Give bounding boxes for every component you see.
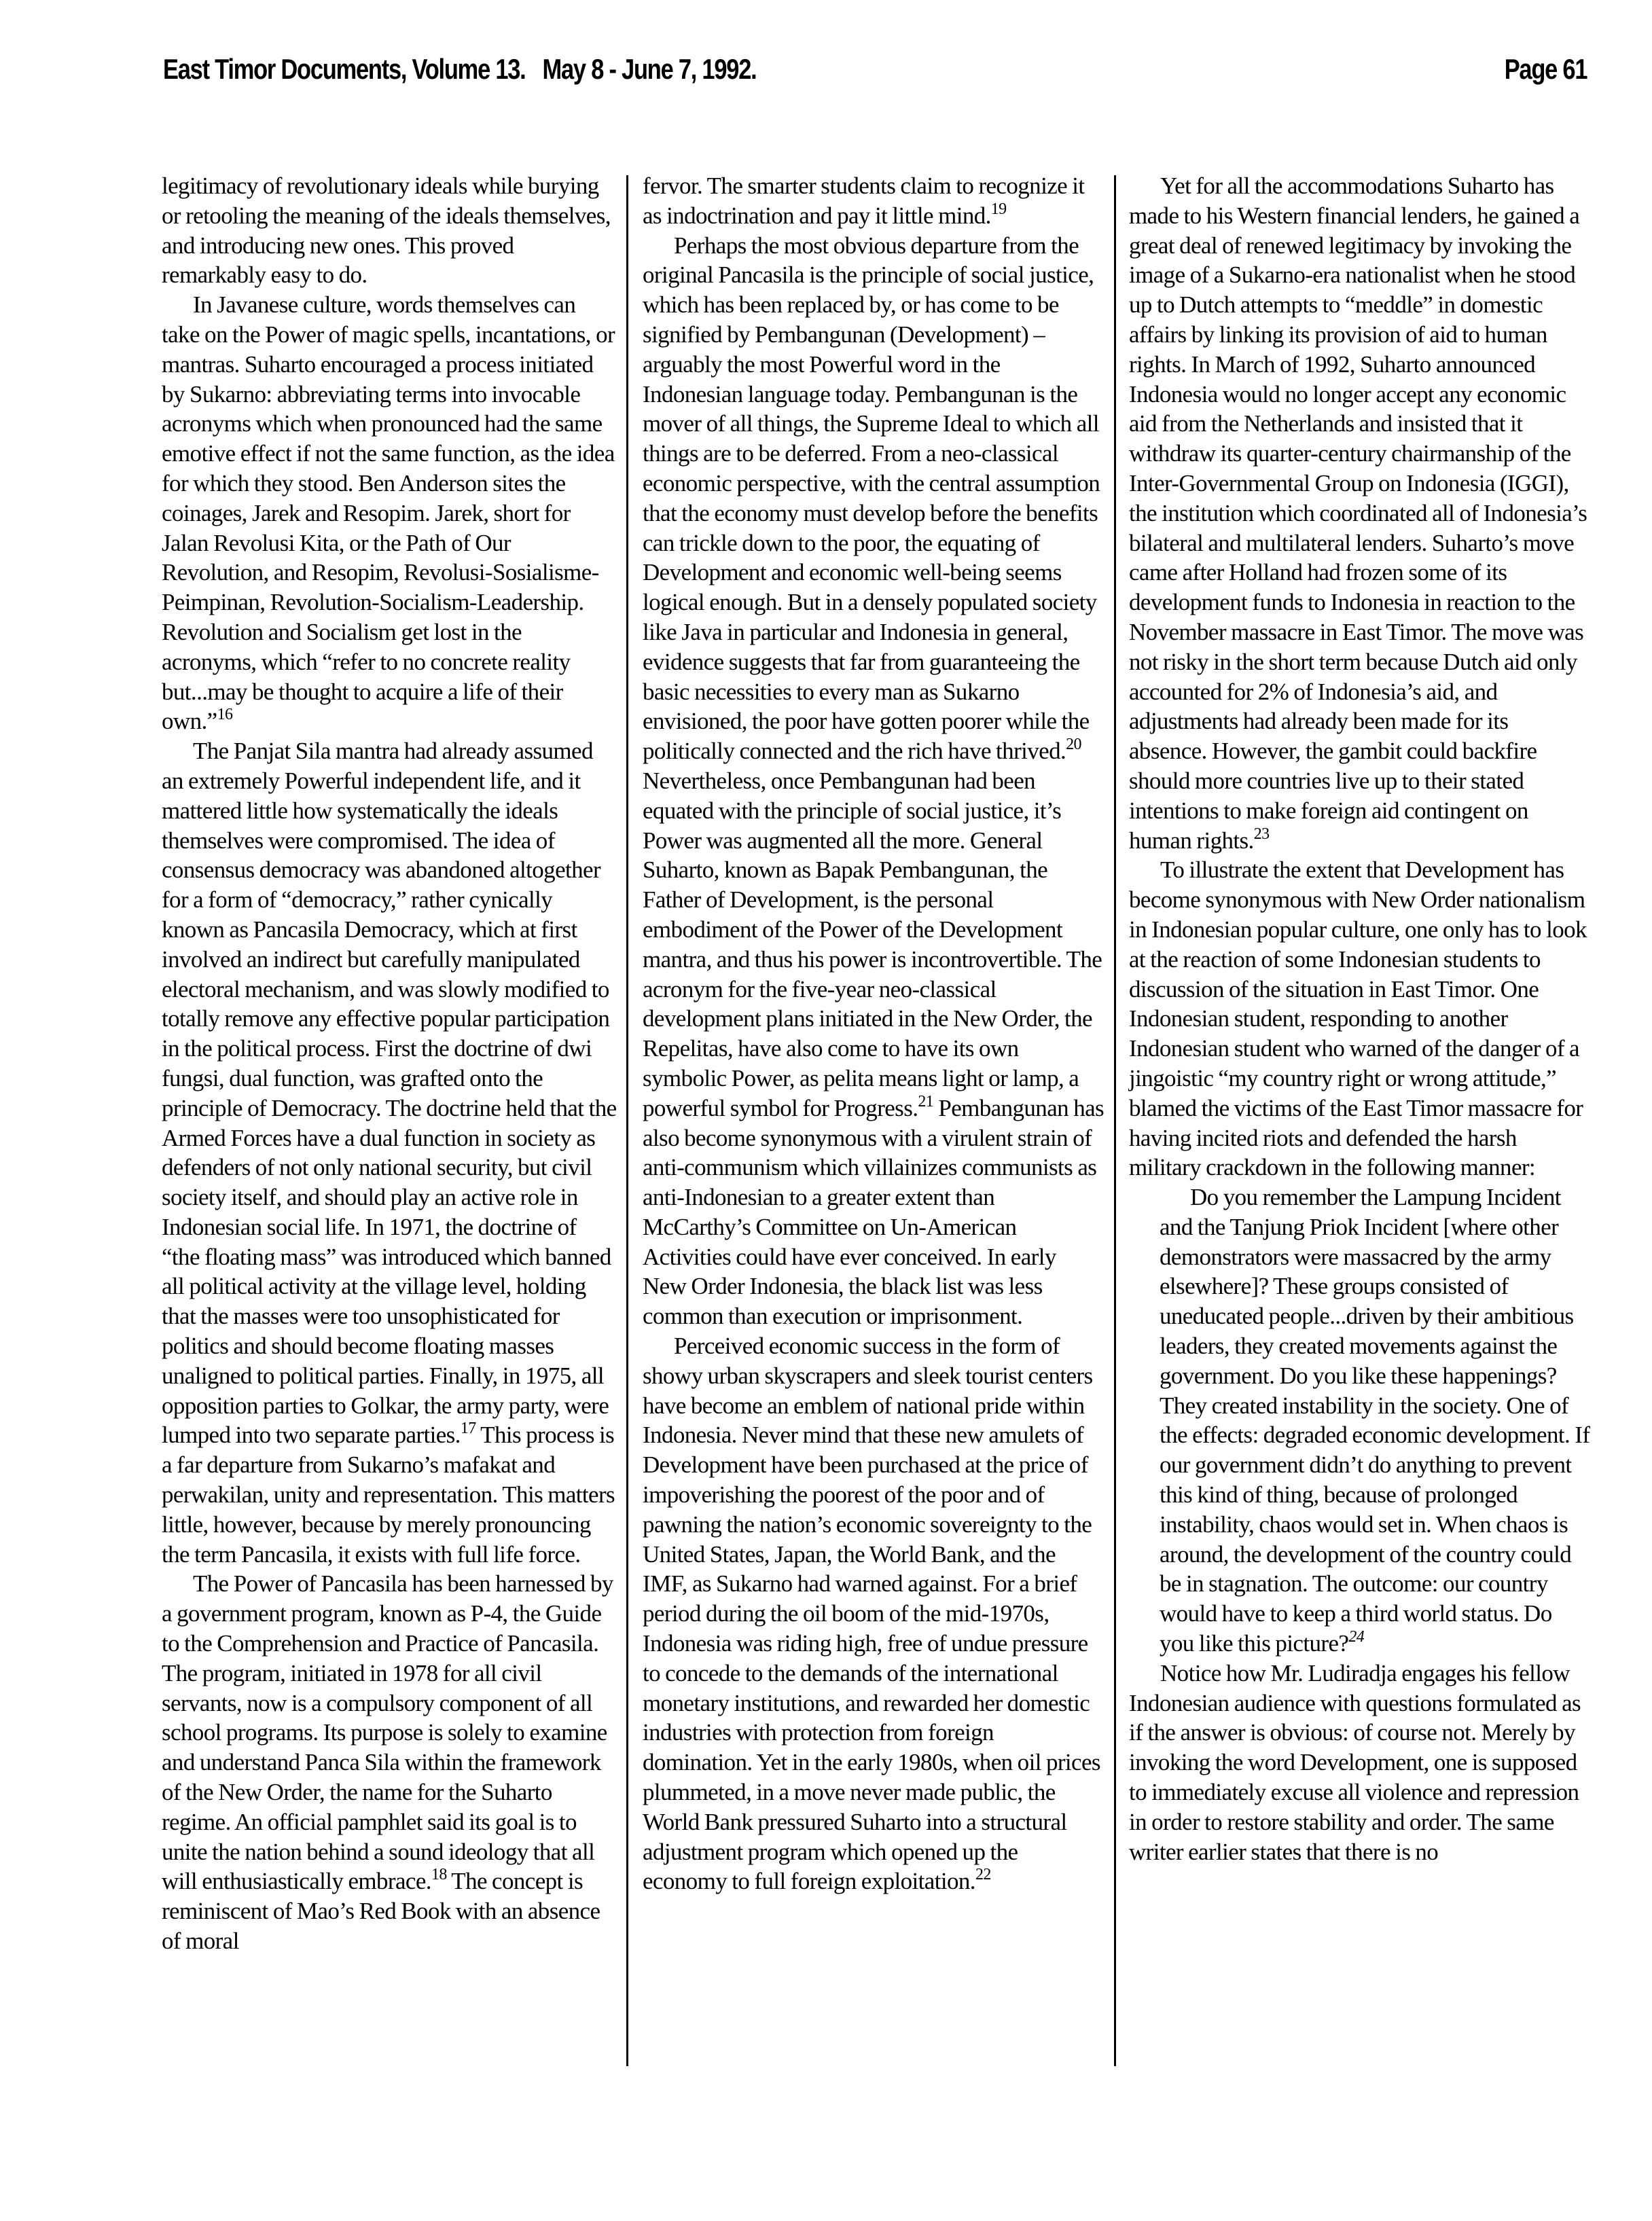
footnote-ref: 22 [975, 1866, 991, 1884]
date-range: May 8 - June 7, 1992. [542, 53, 757, 85]
paragraph [643, 171, 1105, 231]
footnote-ref: 20 [1066, 736, 1081, 754]
paragraph-text: Pembangunan has also become synonymous with a virulent strain of anti-communism which villainizes communists as anti-Indonesian to a greater extent than McCarthy’s Committee on Un-American Activities could have ever conceived. In early New Order Indonesia, the black list was less common than execution or imprisonment. [643, 1094, 1105, 1330]
block-quote [1160, 1182, 1591, 1659]
paragraph-text: Do you remember the Lampung Incident and the Tanjung Priok Incident [where other demonstrators were massacred by the army elsewhere]? These groups consisted of uneducated people...driven by their ambitious leaders, they created movements against the government. Do you like these happenings? They created instability in the society. One of the effects: degraded economic development. If our government didn’t do anything to prevent this kind of thing, because of prolonged instability, chaos would set in. When chaos is around, the development of the country could be in stagnation. The outcome: our country would have to keep a third world status. Do you like this picture? [1160, 1184, 1590, 1657]
paragraph [1129, 171, 1591, 855]
footnote-ref: 24 [1348, 1628, 1365, 1646]
paragraph-text: legitimacy of revolutionary ideals while burying or retooling the meaning of the ideals themselves, and introducing new ones. This proved remarkably easy to do. [162, 173, 611, 289]
paragraph-text: The Panjat Sila mantra had already assumed an extremely Powerful independent life, and it mattered little how systematically the ideals themselves were compromised. The idea of consensus democracy was abandoned altogether for a form of “democracy,” rather cynically known as Pancasila Democracy, which at first involved an indirect but carefully manipulated electoral mechanism, and was slowly modified to totally remove any effective popular participation in the political process. First the doctrine of dwi fungsi, dual function, was grafted onto the principle of Democracy. The doctrine held that the Armed Forces have a dual function in society as defenders of not only national security, but civil society itself, and should play an active role in Indonesian social life. In 1971, the doctrine of “the floating mass” was introduced which banned all political activity at the village level, holding that the masses were too unsophisticated for politics and should become floating masses unaligned to political parties. Finally, in 1975, all opposition parties to Golkar, the army party, were lumped into two separate parties. [162, 738, 617, 1449]
paragraph-text: The Power of Pancasila has been harnessed by a government program, known as P-4, the Guide to the Comprehension and Practice of Pancasila. The program, initiated in 1978 for all civil servants, now is a compulsory component of all school programs. Its purpose is solely to examine and understand Panca Sila within the framework of the New Order, the name for the Suharto regime. An official pamphlet said its goal is to unite the nation behind a sound ideology that all will enthusiastically embrace. [162, 1570, 613, 1895]
paragraph [1129, 855, 1591, 1182]
paragraph [162, 1569, 618, 1955]
paragraph-text: The concept is reminiscent of Mao’s Red Book with an absence of moral [162, 1868, 600, 1955]
paragraph-text: fervor. The smarter students claim to recognize it as indoctrination and pay it little mind. [643, 173, 1085, 229]
paragraph-text: To illustrate the extent that Development has become synonymous with New Order nationalism in Indonesian popular culture, one only has to look at the reaction of some Indonesian students to discussion of the situation in East Timor. One Indonesian student, responding to another Indonesian student who warned of the danger of a jingoistic “my country right or wrong attitude,” blamed the victims of the East Timor massacre for having incited riots and defended the harsh military crackdown in the following manner: [1129, 856, 1587, 1181]
page-header [163, 53, 1587, 94]
paragraph-text: Nevertheless, once Pembangunan had been equated with the principle of social justice, it’s Power was augmented all the more. General Suharto, known as Bapak Pembangunan, the Father of Development, is the personal embodiment of the Power of the Development mantra, and thus his power is incontrovertible. The acronym for the five-year neo-classical development plans initiated in the New Order, the Repelitas, have also come to have its own symbolic Power, as pelita means light or lamp, a powerful symbol for Progress. [643, 767, 1102, 1121]
footnote-ref: 21 [918, 1092, 934, 1110]
footnote-ref: 19 [990, 200, 1007, 218]
header-title [163, 53, 756, 86]
footnote-ref: 18 [431, 1866, 447, 1884]
footnote-ref: 17 [460, 1420, 476, 1438]
paragraph [643, 231, 1105, 1331]
paragraph [162, 736, 618, 1569]
paragraph-text: This process is a far departure from Sukarno’s mafakat and perwakilan, unity and representation. This matters little, however, because by merely pronouncing the term Pancasila, it exists with full life force. [162, 1422, 615, 1568]
text-column-3 [1129, 171, 1591, 1866]
paragraph-text: Yet for all the accommodations Suharto has made to his Western financial lenders, he gained a great deal of renewed legitimacy by invoking the image of a Sukarno-era nationalist when he stood up to Dutch attempts to “meddle” in domestic affairs by linking its provision of aid to human rights. In March of 1992, Suharto announced Indonesia would no longer accept any economic aid from the Netherlands and insisted that it withdraw its quarter-century chairmanship of the Inter-Governmental Group on Indonesia (IGGI), the institution which coordinated all of Indonesia’s bilateral and multilateral lenders. Suharto’s move came after Holland had frozen some of its development funds to Indonesia in reaction to the November massacre in East Timor. The move was not risky in the short term because Dutch aid only accounted for 2% of Indonesia’s aid, and adjustments had already been made for its absence. However, the gambit could backfire should more countries live up to their stated intentions to make foreign aid contingent on human rights. [1129, 173, 1587, 854]
page-number: Page 61 [1504, 53, 1587, 85]
paragraph-text: Notice how Mr. Ludiradja engages his fellow Indonesian audience with questions formulated as if the answer is obvious: of course not. Merely by invoking the word Development, one is supposed to immediately excuse all violence and repression in order to restore stability and order. The same writer earlier states that there is no [1129, 1659, 1581, 1865]
footnote-ref: 23 [1253, 825, 1270, 843]
text-column-1 [162, 171, 618, 1956]
paragraph [1129, 1659, 1591, 1867]
paragraph-text: In Javanese culture, words themselves can take on the Power of magic spells, incantations, or mantras. Suharto encouraged a process initiated by Sukarno: abbreviating terms into invocable acronyms which when pronounced had the same emotive effect if not the same function, as the idea for which they stood. Ben Anderson sites the coinages, Jarek and Resopim. Jarek, short for Jalan Revolusi Kita, or the Path of Our Revolution, and Resopim, Revolusi-Sosialisme-Peimpinan, Revolution-Socialism-Leadership. Revolution and Socialism get lost in the acronyms, which “refer to no concrete reality but...may be thought to acquire a life of their own.” [162, 291, 615, 735]
paragraph [162, 290, 618, 736]
column-divider [626, 175, 628, 2066]
paragraph [162, 171, 618, 290]
paragraph-text: Perceived economic success in the form of showy urban skyscrapers and sleek tourist centers have become an emblem of national pride within Indonesia. Never mind that these new amulets of Development have been purchased at the price of impoverishing the poorest of the poor and of pawning the nation’s economic sovereignty to the United States, Japan, the World Bank, and the IMF, as Sukarno had warned against. For a brief period during the oil boom of the mid-1970s, Indonesia was riding high, free of undue pressure to concede to the demands of the international monetary institutions, and rewarded her domestic industries with protection from foreign domination. Yet in the early 1980s, when oil prices plummeted, in a move never made public, the World Bank pressured Suharto into a structural adjustment program which opened up the economy to full foreign exploitation. [643, 1333, 1100, 1895]
column-divider [1114, 175, 1116, 2066]
paragraph-text: Perhaps the most obvious departure from the original Pancasila is the principle of social justice, which has been replaced by, or has come to be signified by Pembangunan (Development) – arguably the most Powerful word in the Indonesian language today. Pembangunan is the mover of all things, the Supreme Ideal to which all things are to be deferred. From a neo-classical economic perspective, with the central assumption that the economy must develop before the benefits can trickle down to the poor, the equating of Development and economic well-being seems logical enough. But in a densely populated society like Java in particular and Indonesia in general, evidence suggests that far from guaranteeing the basic necessities to every man as Sukarno envisioned, the poor have gotten poorer while the politically connected and the rich have thrived. [643, 232, 1100, 765]
footnote-ref: 16 [217, 706, 233, 724]
paragraph [643, 1331, 1105, 1896]
text-column-2 [643, 171, 1105, 1896]
publication-title: East Timor Documents, Volume 13. [163, 53, 526, 85]
